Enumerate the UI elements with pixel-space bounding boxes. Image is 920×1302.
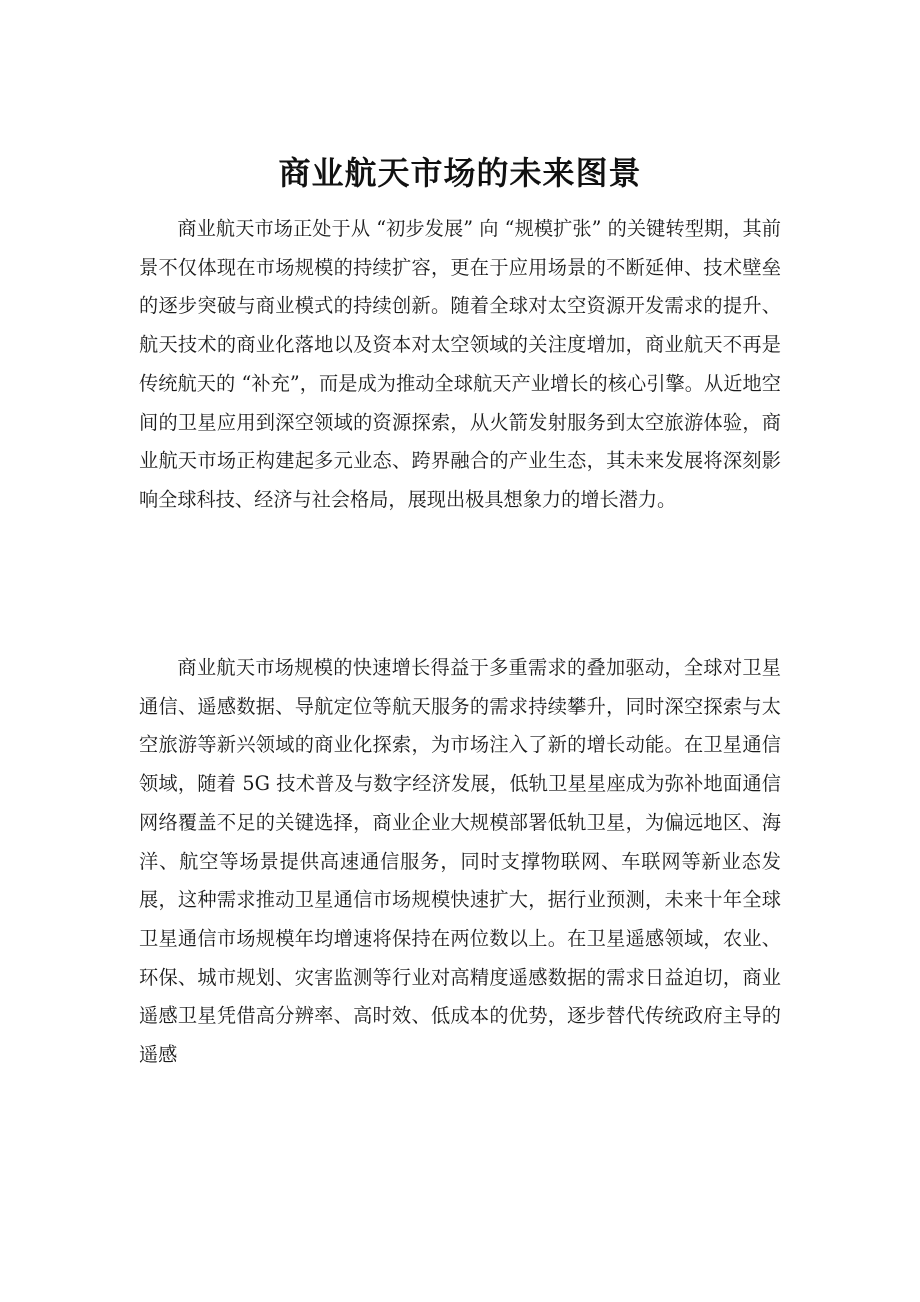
- body-paragraph-2: 商业航天市场规模的快速增长得益于多重需求的叠加驱动，全球对卫星通信、遥感数据、导航定位等航天服务的需求持续攀升，同时深空探索与太空旅游等新兴领域的商业化探索，为市场注入了新的增长动能。在卫星通信领域，随着 5G 技术普及与数字经济发展，低轨卫星星座成为弥补地面通信网络覆盖不足的关键选择，商业企业大规模部署低轨卫星，为偏远地区、海洋、航空等场景提供高速通信服务，同时支撑物联网、车联网等新业态发展，这种需求推动卫星通信市场规模快速扩大，据行业预测，未来十年全球卫星通信市场规模年均增速将保持在两位数以上。在卫星遥感领域，农业、环保、城市规划、灾害监测等行业对高精度遥感数据的需求日益迫切，商业遥感卫星凭借高分辨率、高时效、低成本的优势，逐步替代传统政府主导的遥感: [139, 656, 781, 1067]
- document-title: 商业航天市场的未来图景: [278, 154, 642, 193]
- body-paragraph-1: 商业航天市场正处于从 “初步发展” 向 “规模扩张” 的关键转型期，其前景不仅体现在市场规模的持续扩容，更在于应用场景的不断延伸、技术壁垒的逐步突破与商业模式的持续创新。随着全球对太空资源开发需求的提升、航天技术的商业化落地以及资本对太空领域的关注度增加，商业航天不再是传统航天的 “补充”，而是成为推动全球航天产业增长的核心引擎。从近地空间的卫星应用到深空领域的资源探索，从火箭发射服务到太空旅游体验，商业航天市场正构建起多元业态、跨界融合的产业生态，其未来发展将深刻影响全球科技、经济与社会格局，展现出极具想象力的增长潜力。: [139, 217, 781, 511]
